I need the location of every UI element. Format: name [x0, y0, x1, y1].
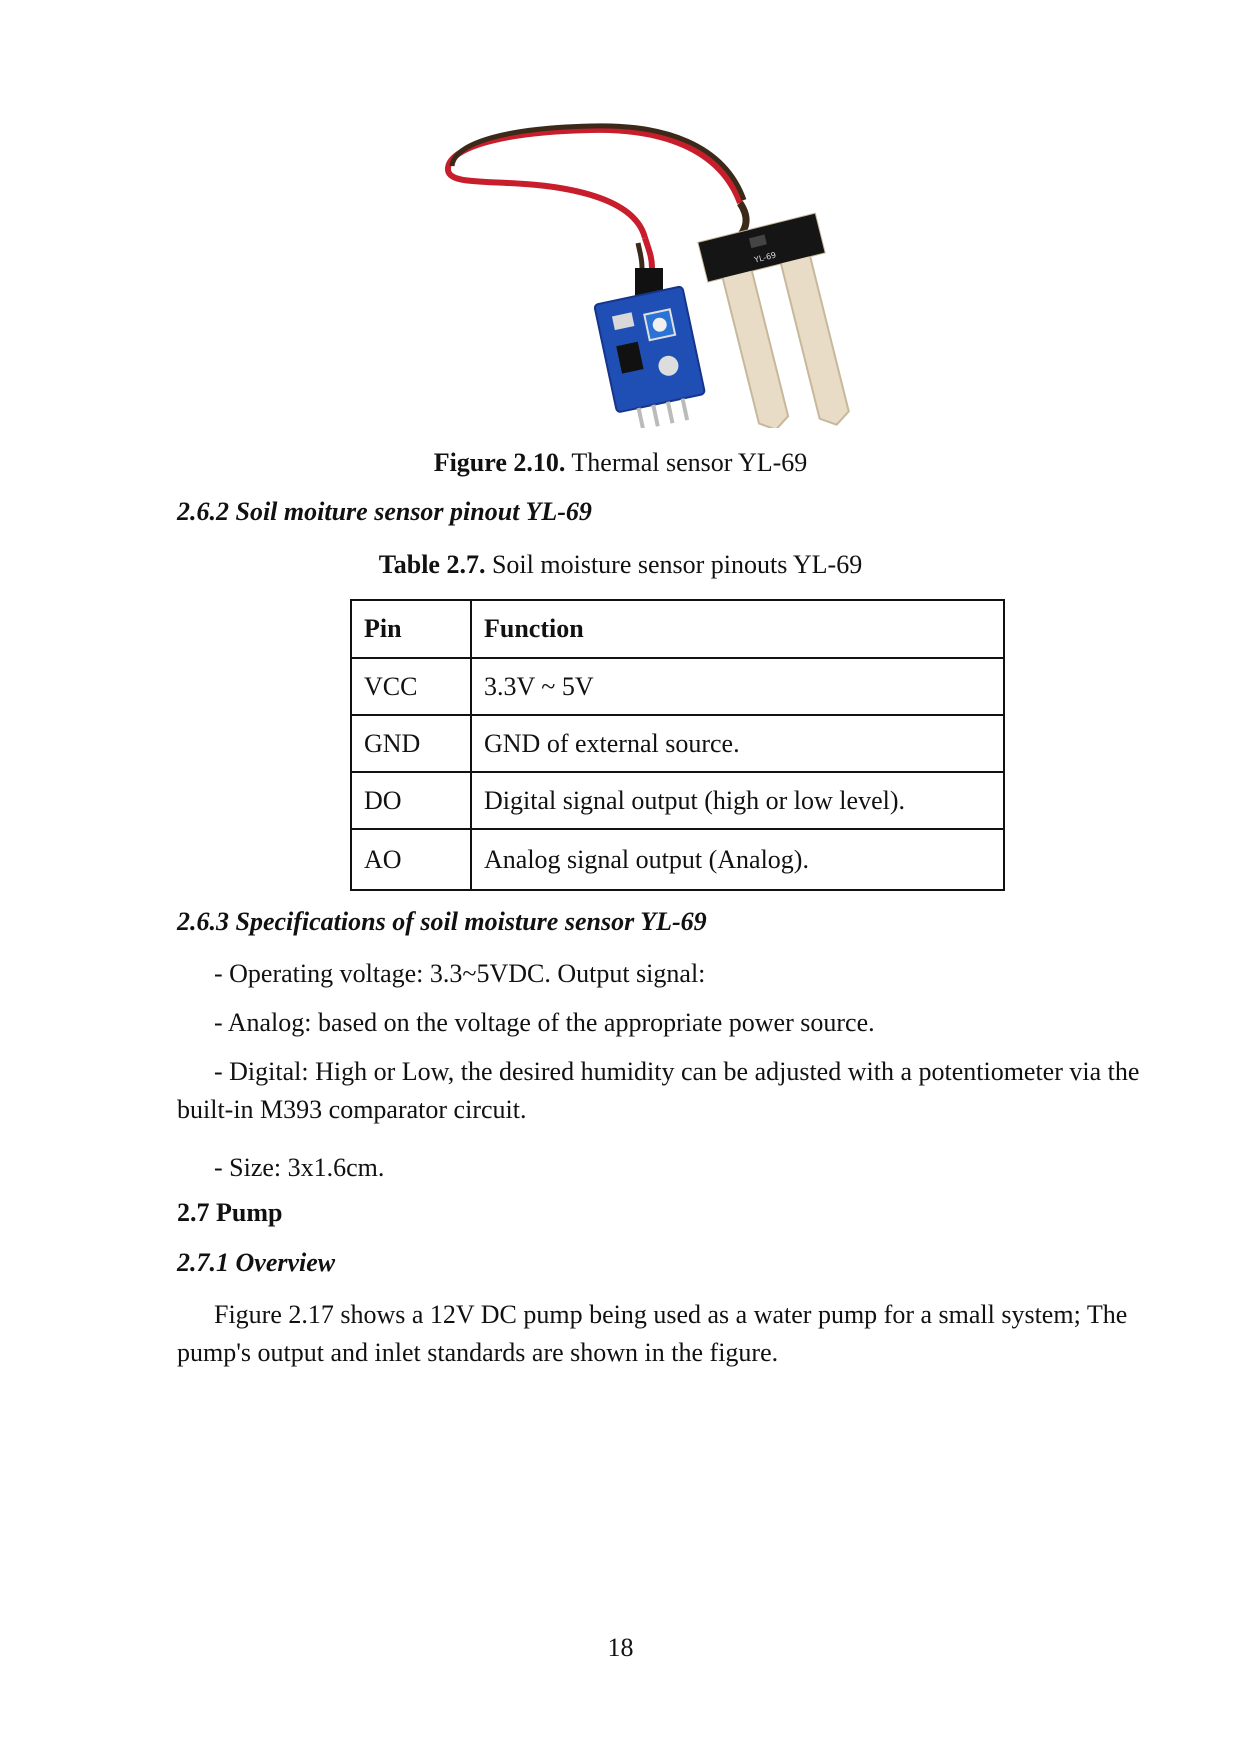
sensor-illustration	[440, 118, 940, 428]
heading-2-6-3: 2.6.3 Specifications of soil moisture sensor YL-69	[177, 907, 707, 936]
spec-item-analog: - Analog: based on the voltage of the appropriate power source.	[214, 1008, 875, 1037]
spec-item-digital: - Digital: High or Low, the desired humidity can be adjusted with a potentiometer via the built-in M393 comparator circuit.	[177, 1057, 1140, 1124]
table-header-pin: Pin	[351, 600, 471, 658]
table-cell-function: Digital signal output (high or low level).	[471, 772, 1004, 829]
figure-caption-text: Thermal sensor YL-69	[571, 448, 808, 477]
table-label: Table 2.7.	[378, 550, 486, 579]
table-row	[351, 715, 1004, 772]
table-header-function: Function	[471, 600, 1004, 658]
figure-label: Figure 2.10.	[433, 448, 566, 477]
table-cell-pin: DO	[351, 772, 471, 829]
heading-2-7: 2.7 Pump	[177, 1198, 283, 1227]
table-cell-function: GND of external source.	[471, 715, 1004, 772]
table-cell-pin: VCC	[351, 658, 471, 715]
table-caption-text: Soil moisture sensor pinouts YL-69	[491, 550, 863, 579]
overview-paragraph: Figure 2.17 shows a 12V DC pump being used as a water pump for a small system; The pump's output and inlet standards are shown in the figure.	[177, 1300, 1128, 1367]
table-cell-pin: AO	[351, 829, 471, 890]
table-cell-pin: GND	[351, 715, 471, 772]
table-header-row	[351, 600, 1004, 658]
table-row	[351, 772, 1004, 829]
table-cell-function: 3.3V ~ 5V	[471, 658, 1004, 715]
spec-item-voltage: - Operating voltage: 3.3~5VDC. Output signal:	[214, 959, 706, 988]
table-cell-function: Analog signal output (Analog).	[471, 829, 1004, 890]
heading-2-7-1: 2.7.1 Overview	[177, 1248, 336, 1277]
pinout-table	[350, 599, 1005, 891]
table-row	[351, 658, 1004, 715]
table-row	[351, 829, 1004, 890]
page-number: 18	[607, 1633, 634, 1662]
probe-label: YL-69	[753, 250, 778, 265]
figure-caption	[0, 448, 1241, 478]
table-caption	[0, 550, 1241, 580]
heading-2-6-2: 2.6.2 Soil moiture sensor pinout YL-69	[177, 497, 592, 526]
spec-item-size: - Size: 3x1.6cm.	[214, 1153, 385, 1182]
